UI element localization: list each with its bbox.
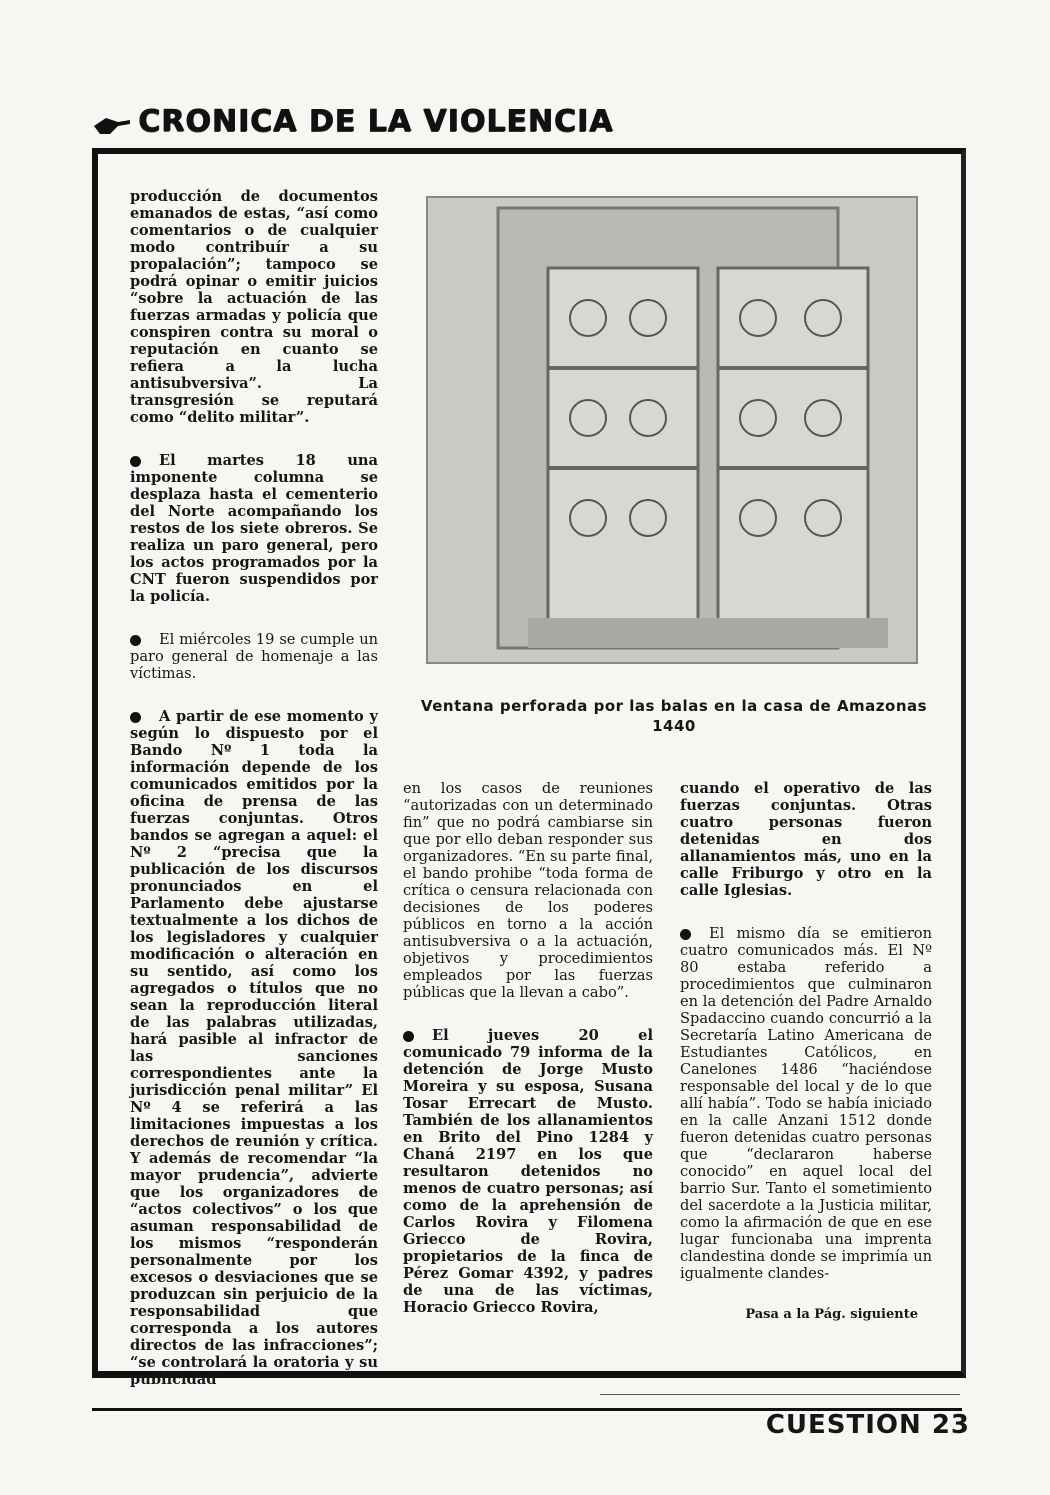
column-3 (680, 780, 932, 1323)
section-title: CRONICA DE LA VIOLENCIA (138, 104, 614, 139)
photo-caption: Ventana perforada por las balas en la casa de Amazonas 1440 (420, 697, 928, 735)
bullet-icon (403, 1031, 414, 1042)
paragraph-bullet (130, 452, 378, 605)
window-illustration (428, 198, 916, 662)
footer-divider-thin (600, 1394, 960, 1395)
paragraph-bullet (403, 1027, 653, 1316)
bullet-icon (130, 712, 141, 723)
hand-pointer-icon (92, 112, 132, 138)
paragraph-text: El martes 18 una imponente columna se desplaza hasta el cementerio del Norte acompañando los restos de los siete obreros. Se realiza un paro general, pero los actos programados por la CNT fueron suspendidos por la policía. (130, 452, 378, 605)
paragraph-bullet (130, 708, 378, 1388)
paragraph-bullet (130, 631, 378, 682)
column-1 (130, 188, 378, 1414)
paragraph-bullet (680, 925, 932, 1282)
paragraph-text: El jueves 20 el comunicado 79 informa de la detención de Jorge Musto Moreira y su esposa, Susana Tosar Errecart de Musto. También de los allanamientos en Brito del Pino 1284 y Chaná 2197 en los que resultaron detenidos no menos de cuatro personas; así como de la aprehensión de Carlos Rovira y Filomena Griecco de Rovira, propietarios de la finca de Pérez Gomar 4392, y padres de una de las víctimas, Horacio Griecco Rovira, (403, 1027, 653, 1316)
paragraph-text: El miércoles 19 se cumple un paro general de homenaje a las víctimas. (130, 631, 378, 682)
paragraph: producción de documentos emanados de estas, “así como comentarios o de cualquier modo contribuír a su propalación”; tampoco se podrá opinar o emitir juicios “sobre la actuación de las fuerzas armadas y policía que conspiren contra su moral o reputación en cuanto se refiera a la lucha antisubversiva”. La transgresión se reputará como “delito militar”. (130, 188, 378, 426)
paragraph-text: A partir de ese momento y según lo dispuesto por el Bando Nº 1 toda la información depende de los comunicados emitidos por la oficina de prensa de las fuerzas conjuntas. Otros bandos se agregan a aquel: el Nº 2 “precisa que la publicación de los discursos pronunciados en el Parlamento debe ajustarse textualmente a los dichos de los legisladores y cualquier modificación o alteración en su sentido, así como los agregados o títulos que no sean la reproducción literal de las palabras utilizadas, hará pasible al infractor de las sanciones correspondientes ante la jurisdicción penal militar” El Nº 4 se referirá a las limitaciones impuestas a los derechos de reunión y crítica. Y además de recomendar “la mayor prudencia”, advierte que los organizadores de “actos colectivos” o los que asuman responsabilidad de los mismos “responderán personalmente por los excesos o desviaciones que se produzcan sin perjuicio de la responsabilidad que corresponda a los autores directos de las infracciones”; “se controlará la oratoria y su publicidad” (130, 708, 378, 1388)
continued-note: Pasa a la Pág. siguiente (745, 1307, 918, 1322)
bullet-icon (680, 929, 691, 940)
column-2 (403, 780, 653, 1342)
bullet-icon (130, 456, 141, 467)
paragraph: en los casos de reuniones “autorizadas con un determinado fin” que no podrá cambiarse sin que por ello deban responder sus organizadores. “En su parte final, el bando prohibe “toda forma de crítica o censura relacionada con decisiones de los poderes públicos en torno a la acción antisubversiva o a la actuación, objetivos y procedimientos empleados por las fuerzas públicas que la llevan a cabo”. (403, 780, 653, 1001)
paragraph-text: El mismo día se emitieron cuatro comunicados más. El Nº 80 estaba referido a procedimientos que culminaron en la detención del Padre Arnaldo Spadaccino cuando concurrió a la Secretaría Latino Americana de Estudiantes Católicos, en Canelones 1486 “haciéndose responsable del local y de lo que allí había”. Todo se había iniciado en la calle Anzani 1512 donde fueron detenidas cuatro personas que “declararon haberse conocido” en aquel local del barrio Sur. Tanto el sometimiento del sacerdote a la Justicia militar, como la afirmación de que en ese lugar funcionaba una imprenta clandestina donde se imprimía un igualmente clandes- (680, 925, 932, 1282)
window-photo (426, 196, 918, 664)
paragraph: cuando el operativo de las fuerzas conjuntas. Otras cuatro personas fueron detenidas en dos allanamientos más, uno en la calle Friburgo y otro en la calle Iglesias. (680, 780, 932, 899)
magazine-page-label: CUESTION 23 (765, 1410, 970, 1440)
bullet-icon (130, 635, 141, 646)
